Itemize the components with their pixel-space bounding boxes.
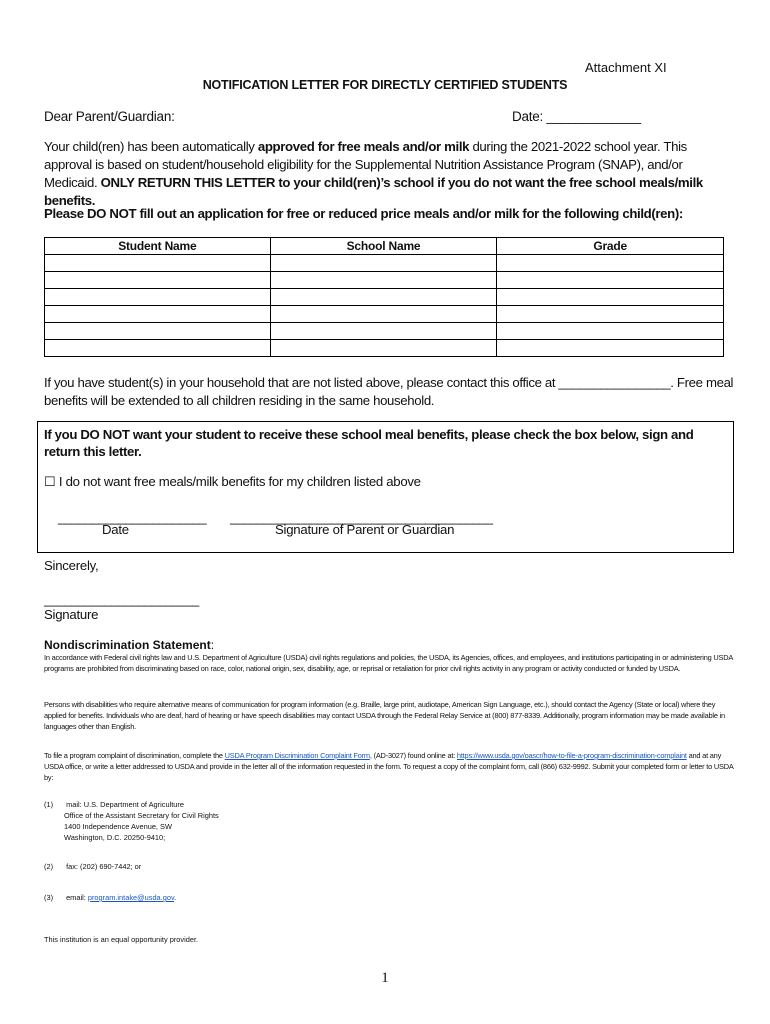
- opt-out-checkbox-label: I do not want free meals/milk benefits for my children listed above: [55, 474, 421, 489]
- table-row: [45, 306, 724, 323]
- grade-cell[interactable]: [497, 272, 724, 289]
- date-signature-field[interactable]: ______________________: [58, 510, 207, 525]
- email-line: [44, 893, 176, 902]
- school-name-cell[interactable]: [270, 289, 497, 306]
- fax-text: fax: (202) 690-7442; or: [66, 862, 142, 871]
- grade-cell[interactable]: [497, 340, 724, 357]
- opt-out-heading: If you DO NOT want your student to receive these school meal benefits, please check the box below, sign and return this letter.: [44, 427, 694, 459]
- school-name-cell[interactable]: [270, 340, 497, 357]
- complaint-text-b: , (AD-3027) found online at:: [369, 751, 457, 760]
- parent-signature-field[interactable]: _______________________________________: [230, 510, 493, 525]
- grade-cell[interactable]: [497, 306, 724, 323]
- student-name-cell[interactable]: [45, 323, 271, 340]
- approval-paragraph: [44, 138, 734, 210]
- nondiscrimination-heading-colon: :: [210, 638, 215, 652]
- nondiscrimination-heading: [44, 638, 214, 652]
- mail-line-2: Office of the Assistant Secretary for Civil Rights: [64, 811, 219, 820]
- table-header-row: [45, 238, 724, 255]
- parent-signature-label: Signature of Parent or Guardian: [275, 522, 455, 537]
- complaint-url-link[interactable]: https://www.usda.gov/oascr/how-to-file-a-program-discrimination-complaint: [456, 751, 687, 760]
- table-row: [45, 289, 724, 306]
- grade-cell[interactable]: [497, 255, 724, 272]
- opt-out-checkbox[interactable]: ☐: [44, 474, 56, 489]
- greeting: Dear Parent/Guardian:: [44, 109, 175, 124]
- complaint-text-a: To file a program complaint of discrimination, complete the: [44, 751, 225, 760]
- column-header-school-name: School Name: [270, 238, 497, 255]
- fax-line: [44, 862, 141, 871]
- nondiscrimination-paragraph-1: In accordance with Federal civil rights law and U.S. Department of Agriculture (USDA) civil rights regulations and policies, the USDA, its Agencies, offices, and employees, and institutions participating in or administering USDA programs are prohibited from discriminating based on race, color, national origin, sex, disability, age, or reprisal or retaliation for prior civil rights activity in any program or activity conducted or funded by USDA.: [44, 653, 733, 673]
- student-name-cell[interactable]: [45, 306, 271, 323]
- email-label: email:: [66, 893, 88, 902]
- attachment-label: Attachment XI: [585, 60, 667, 75]
- mail-line-4: Washington, D.C. 20250-9410;: [64, 833, 166, 842]
- page-number: 1: [381, 970, 389, 986]
- email-end: .: [174, 893, 177, 902]
- nondiscrimination-heading-text: Nondiscrimination Statement: [44, 638, 211, 652]
- complaint-form-link[interactable]: USDA Program Discrimination Complaint Form: [224, 751, 370, 760]
- table-row: [45, 323, 724, 340]
- document-title: NOTIFICATION LETTER FOR DIRECTLY CERTIFIED STUDENTS: [202, 78, 568, 92]
- school-name-cell[interactable]: [270, 255, 497, 272]
- column-header-student-name: Student Name: [45, 238, 271, 255]
- signature-field[interactable]: _______________________: [44, 592, 199, 607]
- school-name-cell[interactable]: [270, 272, 497, 289]
- nondiscrimination-paragraph-3: [44, 750, 734, 783]
- opt-out-checkbox-line: [44, 474, 421, 490]
- students-table: [44, 237, 724, 357]
- email-link[interactable]: program.intake@usda.gov: [87, 893, 175, 902]
- table-row: [45, 340, 724, 357]
- approval-text-a: Your child(ren) has been automatically: [44, 139, 258, 154]
- approval-text-c: during the 2021-2022 school year. This approval is based on student/household eligibility for the Supplemental Nutrition Assistance Program (SNAP), and/or Medicaid.: [44, 139, 687, 190]
- date-line: Date: _____________: [512, 109, 641, 124]
- grade-cell[interactable]: [497, 323, 724, 340]
- grade-cell[interactable]: [497, 289, 724, 306]
- student-name-cell[interactable]: [45, 255, 271, 272]
- mail-address-block: [44, 799, 219, 843]
- student-name-cell[interactable]: [45, 272, 271, 289]
- approval-text-bold: approved for free meals and/or milk: [257, 139, 470, 154]
- table-row: [45, 255, 724, 272]
- do-not-apply-heading: Please DO NOT fill out an application for free or reduced price meals and/or milk for the following child(ren):: [44, 206, 683, 221]
- student-name-cell[interactable]: [45, 340, 271, 357]
- contact-paragraph: If you have student(s) in your household that are not listed above, please contact this office at ________________. Free meal benefits will be extended to all children residing in the same household.: [44, 375, 734, 408]
- student-name-cell[interactable]: [45, 289, 271, 306]
- date-label: Date: [102, 522, 129, 537]
- return-instruction: ONLY RETURN THIS LETTER to your child(ren)’s school if you do not want the free school meals/milk benefits.: [44, 175, 703, 208]
- school-name-cell[interactable]: [270, 306, 497, 323]
- column-header-grade: Grade: [497, 238, 724, 255]
- mail-number: (1): [44, 800, 54, 809]
- nondiscrimination-paragraph-2: Persons with disabilities who require alternative means of communication for program information (e.g. Braille, large print, audiotape, American Sign Language, etc.), should contact the Agency (State or local) where they applied for benefits. Individuals who are deaf, hard of hearing or have speech disabilities may contact USDA through the Federal Relay Service at (800) 877-8339. Additionally, program information may be made available in languages other than English.: [44, 700, 725, 731]
- signature-label: Signature: [44, 607, 99, 622]
- school-name-cell[interactable]: [270, 323, 497, 340]
- equal-opportunity-statement: This institution is an equal opportunity provider.: [44, 935, 199, 944]
- mail-line-3: 1400 Independence Avenue, SW: [64, 822, 172, 831]
- mail-line-1: mail: U.S. Department of Agriculture: [66, 800, 184, 809]
- table-row: [45, 272, 724, 289]
- fax-number: (2): [44, 862, 54, 871]
- sincerely: Sincerely,: [44, 558, 99, 573]
- email-number: (3): [44, 893, 54, 902]
- complaint-text-c: and at any USDA office, or write a letter addressed to USDA and provide in the letter all of the information requested in the form. To request a copy of the complaint form, call (866) 632-9992. Submit your completed form or letter to USDA by:: [44, 751, 734, 782]
